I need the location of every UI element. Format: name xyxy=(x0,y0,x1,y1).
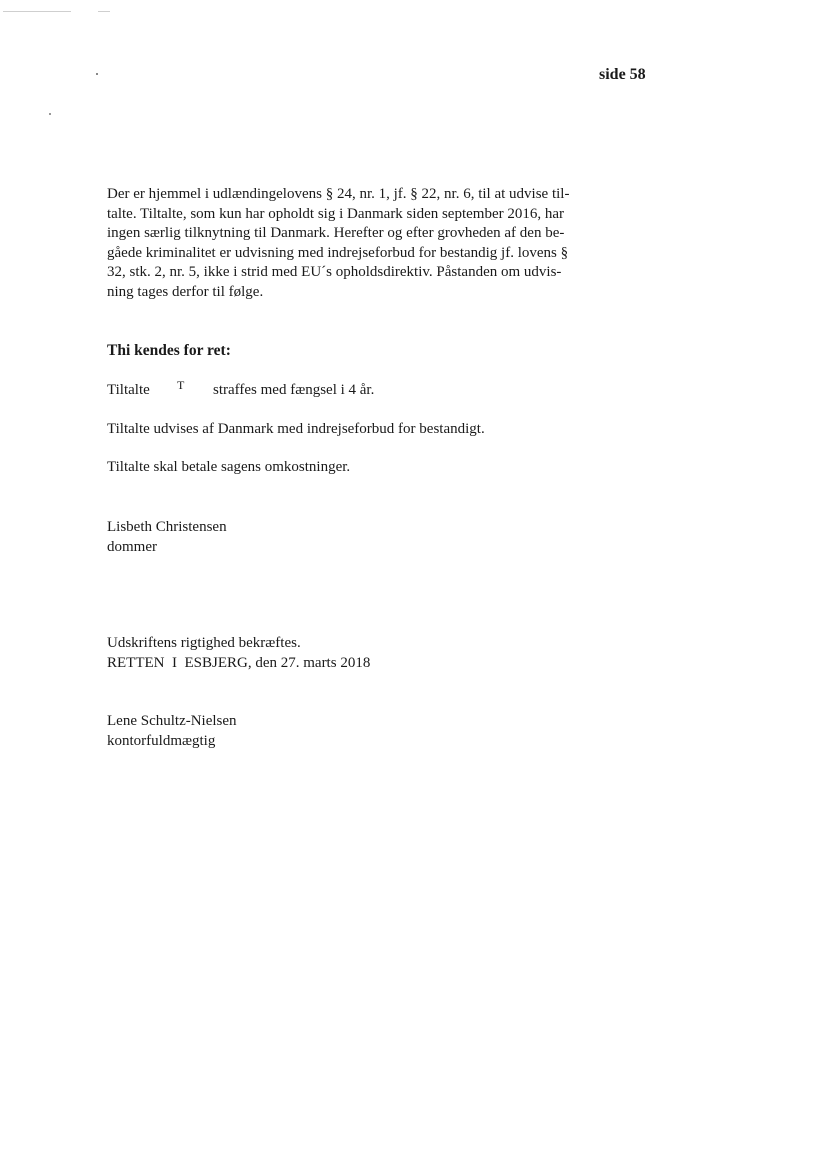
expulsion-ruling: Tiltalte udvises af Danmark med indrejseforbud for bestandigt. xyxy=(107,421,485,437)
judge-title: dommer xyxy=(107,539,157,555)
paragraph-line: 32, stk. 2, nr. 5, ikke i strid med EU´s opholdsdirektiv. Påstanden om udvis- xyxy=(107,264,562,280)
paragraph-line: Der er hjemmel i udlændingelovens § 24, nr. 1, jf. § 22, nr. 6, til at udvise til- xyxy=(107,186,570,202)
scan-artifact xyxy=(96,73,98,75)
scan-artifact xyxy=(3,11,71,12)
body-paragraph xyxy=(107,185,569,302)
scan-artifact xyxy=(49,113,51,115)
paragraph-line: ingen særlig tilknytning til Danmark. Herefter og efter grovheden af den be- xyxy=(107,225,565,241)
scan-artifact xyxy=(98,11,110,12)
certification-block xyxy=(107,633,370,673)
clerk-name: Lene Schultz-Nielsen xyxy=(107,713,237,729)
defendant-initial: T xyxy=(177,378,185,392)
verdict-heading: Thi kendes for ret: xyxy=(107,342,231,359)
paragraph-line: talte. Tiltalte, som kun har opholdt sig i Danmark siden september 2016, har xyxy=(107,205,565,222)
certification-statement: Udskriftens rigtighed bekræftes. xyxy=(107,635,301,651)
costs-ruling: Tiltalte skal betale sagens omkostninger. xyxy=(107,459,351,475)
sentence-text: straffes med fængsel i 4 år. xyxy=(213,382,375,398)
paragraph-line: ning tages derfor til følge. xyxy=(107,283,264,300)
sentence-subject: Tiltalte xyxy=(107,382,150,398)
paragraph-line: gåede kriminalitet er udvisning med indrejseforbud for bestandig jf. lovens § xyxy=(107,244,569,261)
court-and-date: RETTEN I ESBJERG, den 27. marts 2018 xyxy=(107,655,371,671)
judge-signature xyxy=(107,517,227,557)
page-number: side 58 xyxy=(599,66,646,83)
judge-name: Lisbeth Christensen xyxy=(107,519,227,535)
clerk-signature xyxy=(107,711,237,751)
clerk-title: kontorfuldmægtig xyxy=(107,733,216,749)
